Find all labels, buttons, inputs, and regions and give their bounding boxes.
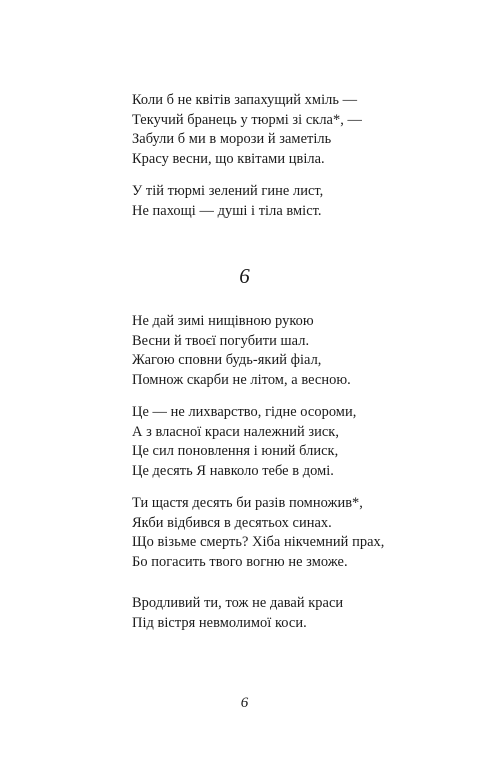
stanza-prev-1 — [132, 91, 362, 169]
poem-line: Коли б не квітів запахущий хміль — — [132, 92, 358, 108]
poem-line: Весни й твоєї погубити шал. — [132, 332, 310, 349]
sonnet-stanza-3 — [132, 494, 384, 572]
poem-line: Вродливий ти, тож не давай краси — [132, 595, 344, 611]
sonnet-number: 6 — [239, 264, 250, 288]
poem-line: Ти щастя десять би разів помножив*, — [132, 495, 363, 511]
poem-line: Красу весни, що квітами цвіла. — [132, 150, 325, 167]
poem-line: Під вістря невмолимої коси. — [132, 614, 307, 631]
poem-line: Жагою сповни будь-який фіал, — [132, 352, 322, 369]
poem-line: Це — не лихварство, гідне осороми, — [132, 404, 357, 420]
sonnet-stanza-2 — [132, 403, 356, 481]
poem-line: Бо погасить твого вогню не зможе. — [132, 553, 348, 570]
poem-line: Якби відбився в десятьох синах. — [132, 514, 332, 531]
poem-line: У тій тюрмі зелений гине лист, — [132, 183, 324, 199]
poem-line: А з власної краси належний зиск, — [132, 423, 339, 440]
poem-line: Забули б ми в морози й заметіль — [132, 131, 332, 148]
stanza-prev-2 — [132, 182, 323, 221]
poem-line: Текучий бранець у тюрмі зі скла*, — — [132, 111, 362, 128]
poem-line: Це десять Я навколо тебе в домі. — [132, 462, 334, 479]
sonnet-stanza-1 — [132, 312, 351, 390]
poem-line: Не пахощі — душі і тіла вміст. — [132, 202, 322, 219]
sonnet-couplet — [132, 594, 343, 633]
poem-line: Це сил поновлення і юний блиск, — [132, 443, 339, 460]
poem-line: Помнож скарби не літом, а весною. — [132, 371, 351, 388]
page-number: 6 — [240, 695, 249, 711]
poem-line: Не дай зимі нищівною рукою — [132, 313, 314, 329]
poem-line: Що візьме смерть? Хіба нікчемний прах, — [132, 534, 385, 551]
